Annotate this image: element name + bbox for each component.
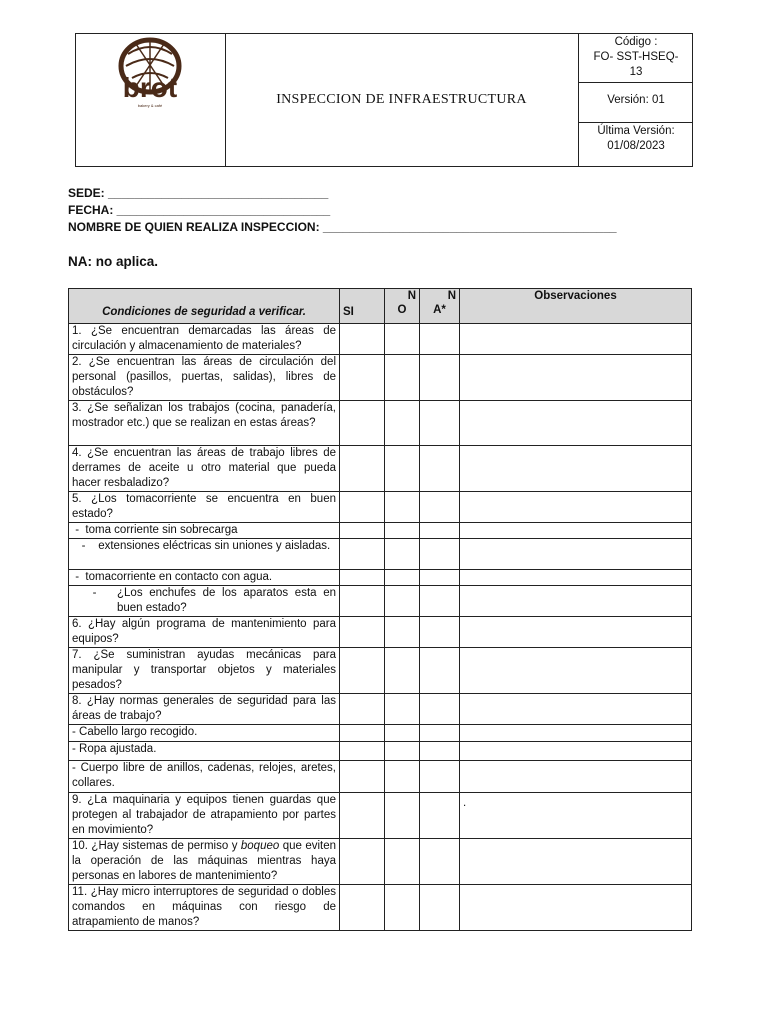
table-row <box>69 446 692 492</box>
table-row <box>69 570 692 586</box>
answer-cell[interactable] <box>420 324 460 355</box>
answer-cell[interactable] <box>460 492 692 523</box>
answer-cell[interactable] <box>385 539 420 570</box>
answer-cell[interactable] <box>340 648 385 694</box>
answer-cell[interactable] <box>420 446 460 492</box>
answer-cell[interactable] <box>420 586 460 617</box>
condition-text: - Cabello largo recogido. <box>69 725 340 742</box>
answer-cell[interactable] <box>420 648 460 694</box>
table-row: 10. ¿Hay sistemas de permiso y boqueo que eviten la operación de las máquinas mientras haya personas en labores de mantenimiento? <box>69 839 692 885</box>
answer-cell[interactable] <box>340 324 385 355</box>
condition-text: - Ropa ajustada. <box>69 742 340 761</box>
document-last-version: Última Versión: 01/08/2023 <box>597 125 675 152</box>
answer-cell[interactable] <box>340 617 385 648</box>
answer-cell[interactable] <box>385 885 420 931</box>
table-row <box>69 492 692 523</box>
answer-cell[interactable] <box>340 885 385 931</box>
condition-text: 5. ¿Los tomacorriente se encuentra en buen estado? <box>69 492 340 523</box>
answer-cell[interactable] <box>385 523 420 539</box>
table-row <box>69 401 692 446</box>
answer-cell[interactable] <box>385 617 420 648</box>
condition-text: - extensiones eléctricas sin uniones y aisladas. <box>69 539 340 570</box>
header-conditions: Condiciones de seguridad a verificar. <box>69 289 340 324</box>
answer-cell[interactable] <box>340 539 385 570</box>
answer-cell[interactable] <box>340 570 385 586</box>
answer-cell[interactable] <box>460 446 692 492</box>
table-row <box>69 648 692 694</box>
header-no: N O <box>385 289 420 324</box>
answer-cell[interactable] <box>340 523 385 539</box>
condition-text: 11. ¿Hay micro interruptores de seguridad o dobles comandos en máquinas con riesgo de atrapamiento de manos? <box>69 885 340 931</box>
table-row <box>69 885 692 931</box>
table-row <box>69 617 692 648</box>
sede-field[interactable]: SEDE: _________________________________ <box>68 186 329 200</box>
answer-cell[interactable] <box>340 694 385 725</box>
document-version: Versión: 01 <box>579 83 693 123</box>
answer-cell[interactable] <box>385 725 420 742</box>
answer-cell[interactable] <box>385 586 420 617</box>
answer-cell[interactable] <box>420 793 460 839</box>
answer-cell[interactable] <box>460 539 692 570</box>
condition-text: 1. ¿Se encuentran demarcadas las áreas de circulación y almacenamiento de materiales? <box>69 324 340 355</box>
answer-cell[interactable] <box>420 694 460 725</box>
answer-cell[interactable] <box>460 586 692 617</box>
answer-cell[interactable] <box>340 725 385 742</box>
condition-text: 4. ¿Se encuentran las áreas de trabajo libres de derrames de aceite u otro material que pueda hacer resbaladizo? <box>69 446 340 492</box>
answer-cell[interactable] <box>420 885 460 931</box>
answer-cell[interactable] <box>460 570 692 586</box>
answer-cell[interactable] <box>340 401 385 446</box>
answer-cell[interactable] <box>460 523 692 539</box>
answer-cell[interactable] <box>385 742 420 761</box>
answer-cell[interactable] <box>420 742 460 761</box>
table-row: - ¿Los enchufes de los aparatos esta en buen estado? <box>69 586 692 617</box>
condition-text: - toma corriente sin sobrecarga <box>69 523 340 539</box>
condition-text: 9. ¿La maquinaria y equipos tienen guardas que protegen al trabajador de atrapamiento por partes en movimiento? <box>69 793 340 839</box>
fecha-field[interactable]: FECHA: ________________________________ <box>68 203 331 217</box>
table-row <box>69 694 692 725</box>
answer-cell[interactable] <box>385 355 420 401</box>
answer-cell[interactable] <box>385 324 420 355</box>
answer-cell[interactable] <box>460 355 692 401</box>
condition-text: 3. ¿Se señalizan los trabajos (cocina, panadería, mostrador etc.) que se realizan en estas áreas? <box>69 401 340 446</box>
answer-cell[interactable] <box>385 839 420 885</box>
table-header-row <box>69 289 692 324</box>
answer-cell[interactable] <box>420 355 460 401</box>
answer-cell[interactable] <box>385 570 420 586</box>
inspector-name-field[interactable]: NOMBRE DE QUIEN REALIZA INSPECCION: ____________________________________________ <box>68 220 617 234</box>
table-row <box>69 324 692 355</box>
header-observations: Observaciones <box>460 289 692 324</box>
table-row <box>69 761 692 793</box>
brot-logo-icon <box>76 34 225 166</box>
answer-cell[interactable] <box>340 761 385 793</box>
header-si: SI <box>340 289 385 324</box>
answer-cell[interactable] <box>460 885 692 931</box>
condition-text: 7. ¿Se suministran ayudas mecánicas para manipular y transportar objetos y materiales pesados? <box>69 648 340 694</box>
answer-cell[interactable] <box>340 355 385 401</box>
document-title: INSPECCION DE INFRAESTRUCTURA <box>276 92 527 107</box>
condition-text: - Cuerpo libre de anillos, cadenas, relojes, aretes, collares. <box>69 761 340 793</box>
document-header <box>75 33 693 167</box>
answer-cell[interactable] <box>385 761 420 793</box>
answer-cell[interactable] <box>340 839 385 885</box>
answer-cell[interactable] <box>385 446 420 492</box>
answer-cell[interactable] <box>460 839 692 885</box>
svg-text:bakery & café: bakery & café <box>137 103 163 108</box>
answer-cell[interactable] <box>460 401 692 446</box>
answer-cell[interactable] <box>420 617 460 648</box>
condition-text: 8. ¿Hay normas generales de seguridad para las áreas de trabajo? <box>69 694 340 725</box>
answer-cell[interactable] <box>340 793 385 839</box>
answer-cell[interactable] <box>460 761 692 793</box>
answer-cell[interactable] <box>460 694 692 725</box>
answer-cell[interactable] <box>420 725 460 742</box>
answer-cell[interactable] <box>460 742 692 761</box>
answer-cell[interactable] <box>460 648 692 694</box>
brand-logo <box>76 34 226 166</box>
answer-cell[interactable] <box>460 617 692 648</box>
answer-cell[interactable] <box>385 648 420 694</box>
answer-cell[interactable] <box>340 586 385 617</box>
table-row <box>69 742 692 761</box>
answer-cell[interactable] <box>385 694 420 725</box>
inspection-checklist-table <box>68 288 692 931</box>
document-code: Código : FO- SST-HSEQ- 13 <box>579 34 693 83</box>
answer-cell[interactable] <box>420 401 460 446</box>
header-na: N A* <box>420 289 460 324</box>
table-row <box>69 523 692 539</box>
condition-text: 6. ¿Hay algún programa de mantenimiento para equipos? <box>69 617 340 648</box>
na-legend: NA: no aplica. <box>68 254 159 269</box>
svg-text:brot: brot <box>122 72 178 103</box>
answer-cell[interactable] <box>420 539 460 570</box>
answer-cell[interactable] <box>385 401 420 446</box>
answer-cell[interactable] <box>340 446 385 492</box>
answer-cell[interactable] <box>420 839 460 885</box>
answer-cell[interactable] <box>460 725 692 742</box>
condition-text: - tomacorriente en contacto con agua. <box>69 570 340 586</box>
answer-cell[interactable]: . <box>460 793 692 839</box>
answer-cell[interactable] <box>385 793 420 839</box>
answer-cell[interactable] <box>460 324 692 355</box>
answer-cell[interactable] <box>385 492 420 523</box>
table-row <box>69 355 692 401</box>
condition-text: 2. ¿Se encuentran las áreas de circulación del personal (pasillos, puertas, salidas), libres de obstáculos? <box>69 355 340 401</box>
answer-cell[interactable] <box>420 492 460 523</box>
document-meta <box>578 34 693 166</box>
table-row <box>69 539 692 570</box>
answer-cell[interactable] <box>420 570 460 586</box>
table-row <box>69 725 692 742</box>
answer-cell[interactable] <box>420 761 460 793</box>
answer-cell[interactable] <box>340 742 385 761</box>
table-row <box>69 793 692 839</box>
answer-cell[interactable] <box>340 492 385 523</box>
answer-cell[interactable] <box>420 523 460 539</box>
